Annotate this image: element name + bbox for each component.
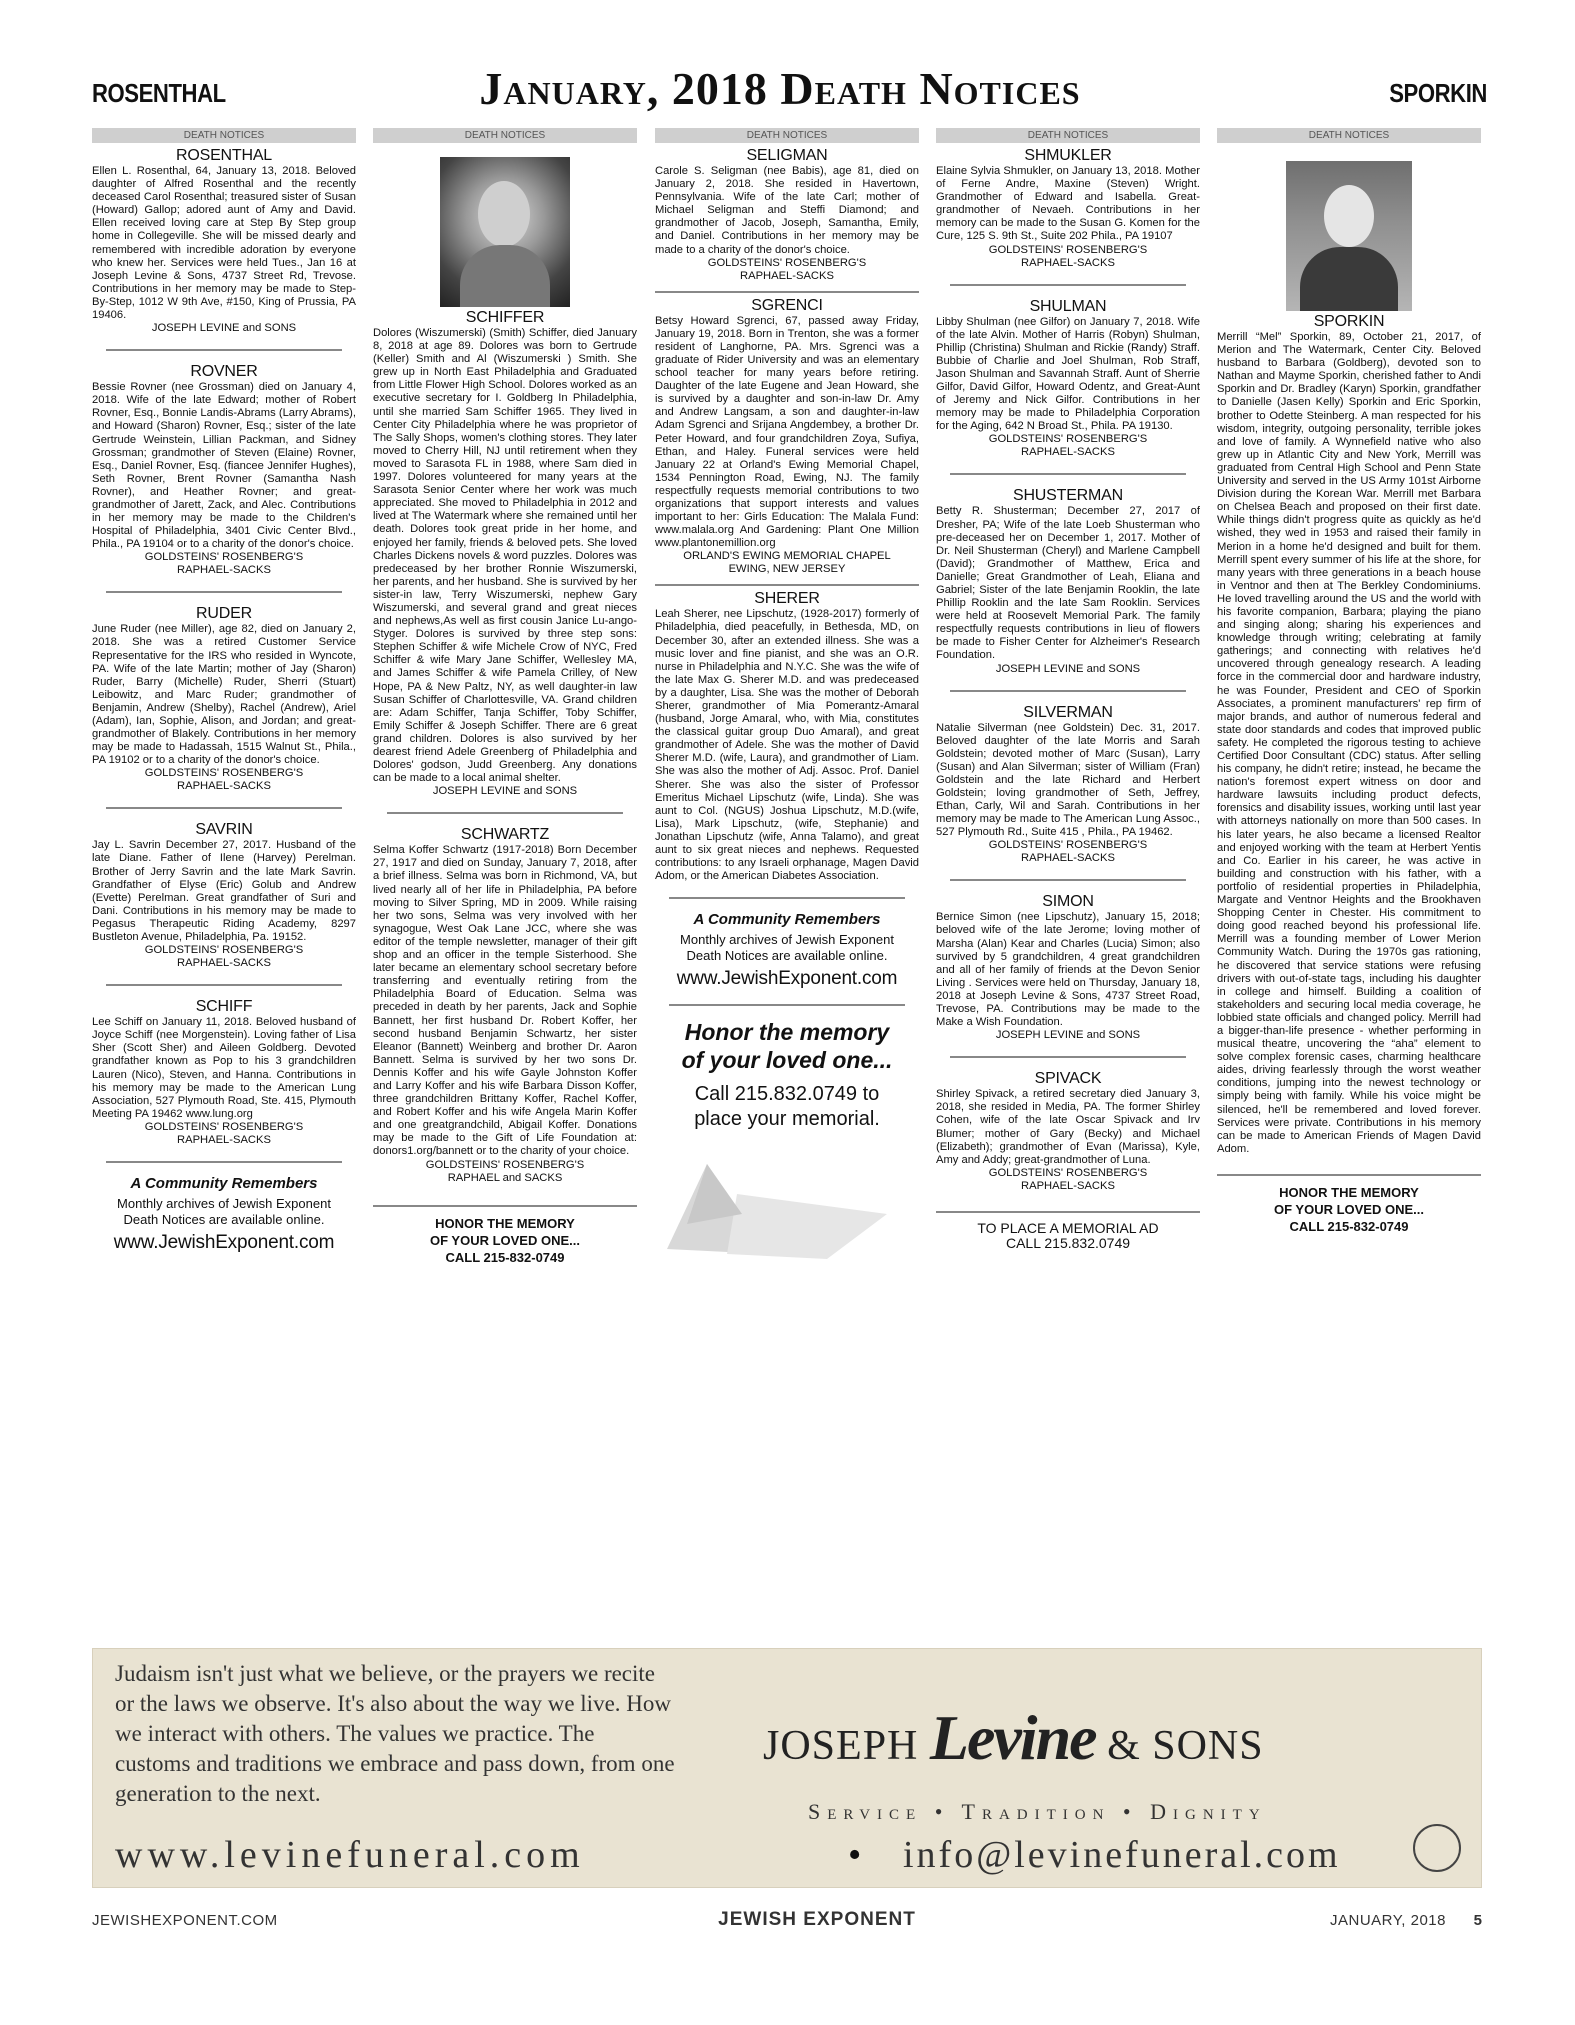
honor-line: OF YOUR LOVED ONE... [429,1232,580,1248]
promo-url[interactable]: www.JewishExponent.com [676,968,898,990]
place-phone: CALL 215.832.0749 [1005,1234,1131,1251]
column-3 [655,128,919,1264]
notice-text: Betty R. Shusterman; December 27, 2017 of Dresher, PA; Wife of the late Loeb Shusterman who pre-deceased her on December 1, 2017. Mother of Dr. Neil Shusterman (Cheryl) and Marlene Campbell (David); Grandmother of Matthew, Erica and Danielle; Great Grandmother of Leah, Eliana and Gabriel; Sister of the late Benjamin Rooklin, the late Phillip Rooklin and the late Sam Rooklin. Services were held at Roosevelt Memorial Park. The family respectfully requests contributions in lieu of flowers be made to Fisher Center for Alzheimer's Research Foundation. [936,505,1200,662]
funeral-home: GOLDSTEINS' ROSENBERG'S [707,256,867,269]
notice-seligman [655,147,919,283]
notice-silverman [936,704,1200,866]
section-label: DEATH NOTICES [373,128,637,143]
notice-name: SPORKIN [1313,313,1385,330]
notice-rosenthal [92,147,356,335]
divider [950,879,1186,881]
column-2 [373,128,637,1266]
divider [950,473,1186,475]
honor-line: OF YOUR LOVED ONE... [1273,1201,1424,1217]
honor-call: place your memorial. [694,1108,880,1131]
notice-name: SAVRIN [195,821,253,839]
notice-name: SHULMAN [1029,297,1107,315]
promo-line: Monthly archives of Jewish Exponent [680,932,894,948]
levine-funeral-ad [92,1648,1482,1888]
funeral-home: JOSEPH LEVINE and SONS [432,785,578,798]
funeral-home: GOLDSTEINS' ROSENBERG'S [144,1120,304,1133]
funeral-home: GOLDSTEINS' ROSENBERG'S [144,944,304,957]
promo-url[interactable]: www.JewishExponent.com [113,1231,335,1253]
funeral-home: RAPHAEL-SACKS [177,1133,271,1146]
funeral-home: GOLDSTEINS' ROSENBERG'S [988,1166,1148,1179]
honor-phone: CALL 215-832-0749 [1289,1218,1409,1234]
notice-name: SHMUKLER [1024,147,1112,164]
funeral-home: RAPHAEL-SACKS [177,780,271,793]
notice-text: Merrill “Mel” Sporkin, 89, October 21, 2017, of Merion and The Watermark, Center City. Beloved husband to Barbara (Goldberg), devoted son to Nathan and Mayme Sporkin, cherished father to Andi Sporkin and Dr. Bradley (Karyn) Sporkin, grandfather to Danielle (Jasen Kelly) Sporkin and Eric Sporkin, brother to Odette Steinberg. A man respected for his wisdom, integrity, outgoing personality, terrible jokes and love of family. A Wynnefield native who also grew up in Atlantic City and New York, Merrill was graduated from Central High School and Penn State University and served in the US Army 101st Airborne Division during the Korean War. Merrill met Barbara on Chelsea Beach and proposed on their first date. While things didn't progress quite as quickly as he'd wished, they wed in 1953 and raised their family in Merion in a home he'd designed and built for them. Merrill spent every summer of his life at the shore, for many years with three generations in a beach house in Ventnor and then at The Berkley Condominiums. He loved travelling around the US and the world with his favorite companion, Barbara; playing the piano and singing along; sharing his experiences and knowledge through writing; celebrating at family gatherings; and connecting with relatives he'd uncovered through genealogy research. A leading force in the commercial door and hardware industry, he was Founder, President and CEO of Sporkin Associates, a prominent manufacturers' rep firm of major brands, and author of numerous federal and state door standards and codes that improved public safety. He completed the rigorous testing to achieve Certified Door Consultant (CDC) status. After selling his company, he didn't retire; instead, he became the nation's foremost expert witness on door and hardware lawsuits including product defects, forensics and disability issues, working until last year with attorneys nationally on more than 500 cases. In his later years, he also became a licensed Realtor and enjoyed working with the team at Herbert Yentis and Co. Earlier in his career, he was active in building and construction with his father, with a portfolio of residential properties in Philadelphia, Margate and Ventnor Heights and the Brookhaven Shopping Center in Chester. His commitment to doing good reached beyond his professional life. Merrill was a founding member of Lower Merion Community Watch. During the 1970s gas rationing, he discovered that service stations were refusing drivers with out-of-state tags, including his daughter in college and himself. Building a coalition of stakeholders and securing local media coverage, he lobbied state officials and changed policy. Merrill had a bigger-than-life presence - whether performing in musical theatre, uncovering the “aha” element to solve complex forensic cases, charming healthcare aides, driving fearlessly through the worst weather conditions, jumping into the newest technology or simply being with family. While his voice might be silenced, he'll be remembered and loved forever. Services were private. Contributions in his memory can be made to American Friends of Magen David Adom. [1217,331,1481,1155]
funeral-home: GOLDSTEINS' ROSENBERG'S [988,839,1148,852]
ad-logo [763,1701,1453,1775]
promo-title: A Community Remembers [130,1174,318,1192]
divider [106,591,342,593]
notice-sporkin [1217,313,1481,1156]
notice-text: Lee Schiff on January 11, 2018. Beloved husband of Joyce Schiff (nee Morgenstein). Loving father of Lisa Sher (Scott Sher) and Aileen Goldberg. Devoted grandfather known as Pop to his 3 grandchildren Lauren (Nico), Steven, and Hanna. Contributions in his memory may be made to the American Lung Association, 527 Plymouth Road, Ste. 415, Plymouth Meeting PA 19462 www.lung.org [92,1016,356,1120]
notice-schiff [92,998,356,1147]
notice-sgrenci [655,297,919,577]
community-remembers-promo [92,1175,356,1254]
funeral-home: GOLDSTEINS' ROSENBERG'S [144,551,304,564]
notice-text: Libby Shulman (nee Gilfor) on January 7, 2018. Wife of the late Alvin. Mother of Harris (Robyn) Shulman, Phillip (Christina) Shulman and Rickie (Randy) Straff. Bubbie of Charlie and Joel Shulman, Rob Straff, Jason Shulman and Savannah Straff. Aunt of Sherrie Gilfor, David Gilfor, Howard Odentz, and Great-Aunt of Jeremy and Nick Gilfor. Contributions in her memory may be made to Philadelphia Corporation for the Aging, 642 N Broad St., Phila. PA 19130. [936,315,1200,433]
logo-word: & SONS [1107,1723,1264,1769]
notice-shmukler [936,147,1200,270]
honor-title: of your loved one... [681,1047,893,1074]
notice-name: SHUSTERMAN [1012,487,1123,505]
divider [106,349,342,351]
notice-name: SPIVACK [1034,1070,1102,1088]
notice-text: Dolores (Wiszumerski) (Smith) Schiffer, died January 8, 2018 at age 89. Dolores was born to Gertrude (Keller) Smith and Al (Wiszumerski ) Smith. She grew up in North East Philadelphia and Graduated from Little Flower High School. Dolores worked as an executive secretary for I. Goldberg In Philadelphia, until she married Sam Schiffer 1965. They lived in Center City Philadelphia where he was proprietor of The Sally Shops, women's clothing stores. They later moved to Cherry Hill, NJ until retirement when they moved to Sarasota FL in 1988, where Sam died in 1997. Dolores volunteered for many years at the Sarasota Senior Center where her work was much appreciated. She moved to Philadelphia in 2012 and lived at The Watermark where she remained until her death. Dolores took great pride in her home, and enjoyed her family, friends & beloved pets. She loved Charles Dickens novels & word puzzles. Dolores was predeceased by her brother Ronnie Wiszumerski, her parents, and her husband. She is survived by her sister-in law, Terry Wiszumerski, nephew Gary Wiszumerski, and several grand and great nieces and nephews,As well as first cousin Janice Lu-ango-Styger. Dolores is survived by three step sons: Stephen Schiffer & wife Michele Crow of NYC, Fred Schiffer & wife Mary Jane Schiffer, Wellesley MA, and James Schiffer & wife Pamela Crilley, of New Hope, PA & New Paltz, NY, as well daughter-in law Susan Schiffer of Charlottesville, VA. Grand children are: Adam Schiffer, Tanja Schiffer, Toby Schiffer, Emily Schiffer & Joseph Schiffer. There are 6 great grand children. Dolores is also survived by her dearest friend Adele Greenberg of Philadelphia and Dolores' godson, Judd Greenberg. Any donations can be made to a local animal shelter. [373,327,637,785]
column-4 [936,128,1200,1251]
community-remembers-promo [655,911,919,990]
notice-text: Shirley Spivack, a retired secretary died January 3, 2018, she resided in Media, PA. The former Shirley Cohen, wife of the late Oscar Spivack and Irv Blumer; mother of Gary (Becky) and Michael (Elizabeth); grandmother of Evan (Marissa), Kyle, Amy and Addy; great-grandmother of Luna. [936,1088,1200,1166]
funeral-home: RAPHAEL-SACKS [177,564,271,577]
divider [106,984,342,986]
notice-text: Jay L. Savrin December 27, 2017. Husband of the late Diane. Father of Ilene (Harvey) Perelman. Brother of Jerry Savrin and the late Mark Savrin. Grandfather of Elyse (Eric) Golub and Andrew (Evette) Perelman. Great grandfather of Suri and Dani. Contributions in his memory may be made to Pegasus Therapeutic Riding Academy, 8297 Bustleton Avenue, Philadelphia, Pa. 19152. [92,839,356,944]
ad-quote: Judaism isn't just what we believe, or the prayers we recite or the laws we observe. It's also about the way we live. How we interact with others. The values we practice. The customs and traditions we embrace and pass down, from one generation to the next. [115,1661,675,1806]
notice-name: SCHWARTZ [460,826,550,844]
notice-ruder [92,605,356,793]
notice-name: SHERER [754,590,820,608]
funeral-home: JOSEPH LEVINE and SONS [995,1029,1141,1042]
star-of-david-icon [667,1154,907,1264]
promo-line: Death Notices are available online. [123,1211,325,1227]
honor-title: Honor the memory [684,1019,890,1046]
notice-text: Bernice Simon (nee Lipschutz), January 15, 2018; beloved wife of the late Jerome; loving mother of Marsha (Alan) Kear and Charles (Lucia) Simon; also survived by 5 grandchildren, 4 great grandchildren and all of her family of friends at the Devon Senior Living . Services were held on Thursday, January 18, 2018 at Joseph Levine & Sons, 4737 Street Road, Trevose, PA. Contributions may be made to the Make a Wish Foundation. [936,911,1200,1029]
funeral-home: RAPHAEL-SACKS [1021,1179,1115,1192]
honor-call: Call 215.832.0749 to [694,1083,880,1106]
column-5 [1217,128,1481,1235]
footer-site[interactable]: JEWISHEXPONENT.COM [92,1912,278,1929]
logo-script: Levine [929,1702,1096,1773]
divider [387,812,623,814]
notice-sherer [655,590,919,883]
notice-name: SILVERMAN [1023,703,1113,721]
notice-text: Elaine Sylvia Shmukler, on January 13, 2018. Mother of Ferne Andre, Maxine (Steven) Wright. Grandmother of Edward and Isabella. Great-grandmother of Nevaeh. Contributions in her memory can be made to the Susan G. Komen for the Cure, 125 S. 9th St., Suite 202 Phila., PA 19107 [936,165,1200,243]
funeral-home: RAPHAEL and SACKS [447,1171,563,1184]
divider [950,1056,1186,1058]
place-line: TO PLACE A MEMORIAL AD [977,1219,1159,1236]
section-label: DEATH NOTICES [655,128,919,143]
ad-email[interactable]: info@levinefuneral.com [903,1834,1341,1876]
notice-shusterman [936,487,1200,675]
funeral-home: EWING, NEW JERSEY [728,563,846,576]
funeral-home: ORLAND'S EWING MEMORIAL CHAPEL [683,550,891,563]
notice-name: SELIGMAN [746,147,828,164]
funeral-home: JOSEPH LEVINE and SONS [151,322,297,335]
notice-name: RUDER [196,605,252,623]
notice-text: Carole S. Seligman (nee Babis), age 81, died on January 2, 2018. She resided in Havertown, Pennsylvania. Wife of the late Carl; mother of Michael Seligman and Steffi Diamond; and grandmother of Jacob, Joseph, Samantha, Emily, and Daniel. Contributions in her memory may be made to a charity of the donor's choice. [655,165,919,256]
notice-text: Selma Koffer Schwartz (1917-2018) Born December 27, 1917 and died on Sunday, January 7, 2018, after a brief illness. Selma was born in Richmond, VA, but lived nearly all of her life in Philadelphia, PA before moving to Silver Spring, MD in 2009. While raising her two sons, Selma was very involved with her synagogue, West Oak Lane JCC, where she was editor of the temple newsletter, manager of their gift shop and an officer in the temple Sisterhood. She later became an elementary school secretary before transferring and eventually retiring from the Philadelphia Board of Education. Selma was preceded in death by her parents, Jack and Sophie Bannett, her first husband Dr. Robert Koffer, her second husband Benjamin Schwartz, her sister Eleanor (Bannett) Weinberg and brother Dr. Aaron Bannett. Selma is survived by her two sons Dr. Dennis Koffer and his wife Gayle Johnston Koffer and Larry Koffer and his wife Barbara Disson Koffer, three grandchildren Brittany Koffer, Rachel Koffer, and Robert Koffer and his wife Angela Marin Koffer and one greatgrandchild, Abigail Koffer. Donations may be made to the Gift of Life Foundation at: donors1.org/bannett or to the charity of your choice. [373,844,637,1158]
divider [669,1004,905,1006]
footer-date: JANUARY, 2018 [1329,1912,1446,1929]
schiffer-photo [440,157,570,307]
notice-schiffer [373,309,637,798]
promo-title: A Community Remembers [693,911,881,929]
notice-spivack [936,1070,1200,1193]
section-label: DEATH NOTICES [936,128,1200,143]
notice-text: Bessie Rovner (nee Grossman) died on January 4, 2018. Wife of the late Edward; mother of Robert Rovner, Esq., Bonnie Landis-Abrams (Larry Abrams), and Howard (Sharon) Rovner, Esq.; sister of the late Gertrude Weinstein, Lillian Packman, and Sidney Grossman; grandmother of Steven (Elaine) Rovner, Esq., Daniel Rovner, Esq. (fiancee Jennifer Hughes), Seth Rovner, Brent Rovner (Samantha Nash Rovner), and Heather Rovner; and great-grandmother of Jarett, Zack, and Alec. Contributions in her memory may be made to the Children's Hospital of Philadelphia, 3401 Civic Center Blvd., Phila., PA 19104 or to a charity of the donor's choice. [92,381,356,551]
notice-savrin [92,821,356,970]
honor-line: HONOR THE MEMORY [1279,1184,1419,1200]
notice-name: SIMON [1042,893,1094,911]
notice-text: Betsy Howard Sgrenci, 67, passed away Friday, January 19, 2018. Born in Trenton, she was a former resident of Langhorne, PA. Mrs. Sgrenci was a graduate of Rider University and was an elementary school teacher for many years before retiring. Daughter of the late Eugene and Jean Howard, she is survived by a daughter and son-in-law Dr. Amy and Andrew Langsam, a son and daughter-in-law Adam Sgrenci and Srijana Angdembey, a brother Dr. Peter Howard, and four grandchildren Zoya, Sufiya, Ethan, and Haley. Funeral services were held January 22 at Orland's Ewing Memorial Chapel, 1534 Pennington Road, Ewing, NJ. The family respectfully requests memorial contributions to two organizations that support interests and values important to her: Girls Education: The Malala Fund: www.malala.org And Gardening: Plant One Million www.plantonemillion.org [655,314,919,550]
notice-name: ROSENTHAL [176,147,272,164]
divider [106,807,342,809]
notice-shulman [936,298,1200,460]
notice-text: Leah Sherer, nee Lipschutz, (1928-2017) formerly of Philadelphia, died peacefully, in Bethesda, MD, on December 30, after an extended illness. She was a music lover and fine pianist, and she was an O.R. nurse in Philadelphia and N.Y.C. She was the wife of the late Max G. Sherer M.D. and was predeceased by a daughter, Lisa. She was the mother of Deborah Sherer, grandmother of Mia Pomerantz-Amaral (husband, Jorge Amaral, who, with Mia, constitutes the classical guitar group Duo Amaral), and great grandmother of Adele. She was the mother of David Sherer M.D. (wife, Laura), and grandmother of Liam. She was also the mother of Adj. Assoc. Prof. Daniel Sherer. She was also the sister of Professor Emeritus Michael Lipschutz (wife, Linda). She was aunt to Col. (NGUS) Joshua Lipschutz, M.D.(wife, Lisa), Mark Lipschutz, (wife, Stephanie) and Jonathan Lipschutz (wife, Anna Talamo), and great aunt to six great nieces and nephews. Requested contributions: to any Israeli orphanage, Magen David Adom, or the American Diabetes Association. [655,608,919,883]
notice-schwartz [373,826,637,1184]
seal-icon [1413,1824,1461,1872]
honor-phone: CALL 215-832-0749 [445,1249,565,1265]
notice-name: SCHIFF [195,998,253,1016]
notice-name: SCHIFFER [465,309,545,326]
ad-tagline: Service • Tradition • Dignity [808,1799,1267,1824]
honor-memory-ad [655,1018,919,1132]
funeral-home: RAPHAEL-SACKS [740,269,834,282]
divider [950,690,1186,692]
divider [669,897,905,899]
divider [655,584,919,586]
notice-name: SGRENCI [751,296,823,314]
page-number: 5 [1473,1912,1482,1929]
column-1 [92,128,356,1254]
funeral-home: GOLDSTEINS' ROSENBERG'S [988,243,1148,256]
honor-line: HONOR THE MEMORY [435,1215,575,1231]
notice-name: ROVNER [190,363,258,381]
ad-website[interactable]: www.levinefuneral.com [115,1834,585,1876]
divider [655,291,919,293]
funeral-home: GOLDSTEINS' ROSENBERG'S [144,767,304,780]
promo-line: Monthly archives of Jewish Exponent [117,1195,331,1211]
page-title: January, 2018 Death Notices [479,63,1081,114]
honor-memory-box [1217,1174,1481,1235]
funeral-home: RAPHAEL-SACKS [1021,852,1115,865]
funeral-home: JOSEPH LEVINE and SONS [995,662,1141,675]
divider [950,284,1186,286]
funeral-home: GOLDSTEINS' ROSENBERG'S [988,433,1148,446]
divider [106,1161,342,1163]
notice-text: June Ruder (nee Miller), age 82, died on January 2, 2018. She was a retired Customer Service Representative for the IRS who resided in Wyncote, PA. Wife of the late Martin; mother of Jay (Sharon) Ruder, Barry (Michelle) Ruder, Sherri (Stuart) Leibowitz, and Marc Ruder; grandmother of Benjamin, Andrew (Shelby), Rachel (Andrew), Ariel (Adam), Ian, Sophie, Alison, and Jordan; and great-grandmother of Blakely. Contributions in her memory may be made to Hadassah, 1515 Walnut St., Phila., PA 19102 or to a charity of the donor's choice. [92,623,356,767]
place-memorial-box [936,1211,1200,1251]
notice-text: Natalie Silverman (nee Goldstein) Dec. 31, 2017. Beloved daughter of the late Morris and Sarah Goldstein; devoted mother of Marc (Susan), Larry (Susan) and Alan Silverman; sister of William (Fran) Goldstein and the late Richard and Herbert Goldstein; loving grandmother of Seth, Jeffrey, Ethan, Carly, Wil and Sarah. Contributions in her memory may be made to The American Lung Assoc., 527 Plymouth Rd., Suite 415 , Phila., PA 19462. [936,721,1200,839]
header-left-name: ROSENTHAL [92,78,226,108]
header-right-name: SPORKIN [1389,78,1487,108]
funeral-home: RAPHAEL-SACKS [1021,446,1115,459]
notice-text: Ellen L. Rosenthal, 64, January 13, 2018. Beloved daughter of Alfred Rosenthal and the recently deceased Carol Rosenthal; treasured sister of Susan (Howard) Gallop; adored aunt of Amy and David. Ellen received loving care at Step By Step group home in Collegeville. She will be missed dearly and remembered with incredible adoration by everyone who knew her. Services were held Tues., Jan 16 at Joseph Levine & Sons, 4737 Street Rd, Trevose. Contributions in her memory may be made to Step-By-Step, 1012 W 9th Ave, #150, King of Prussia, PA 19406. [92,165,356,322]
footer-publication: JEWISH EXPONENT [718,1909,916,1930]
section-label: DEATH NOTICES [1217,128,1481,143]
ad-bullet: • [848,1834,862,1876]
promo-line: Death Notices are available online. [686,948,888,964]
funeral-home: RAPHAEL-SACKS [177,957,271,970]
funeral-home: RAPHAEL-SACKS [1021,256,1115,269]
section-label: DEATH NOTICES [92,128,356,143]
logo-word: JOSEPH [763,1723,919,1769]
funeral-home: GOLDSTEINS' ROSENBERG'S [425,1158,585,1171]
notice-rovner [92,363,356,577]
notice-simon [936,893,1200,1042]
sporkin-photo [1286,161,1412,311]
honor-memory-box [373,1205,637,1266]
